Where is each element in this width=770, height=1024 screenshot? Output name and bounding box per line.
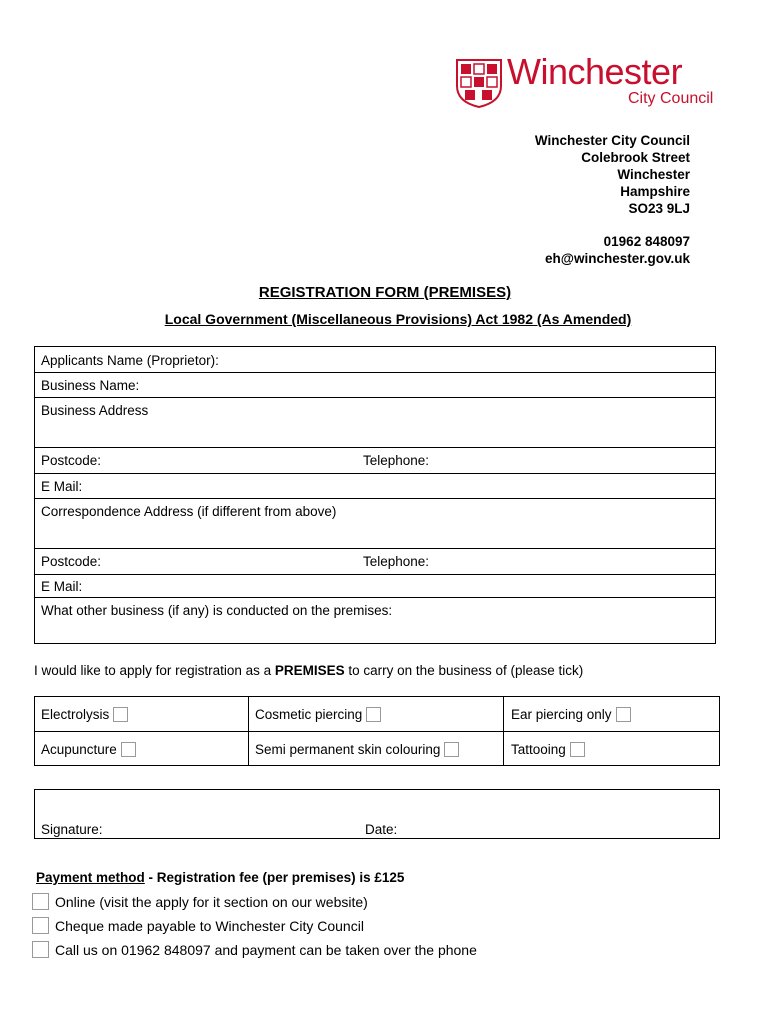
payment-option-label: Online (visit the apply for it section on our website) bbox=[55, 893, 368, 910]
option-label: Acupuncture bbox=[41, 741, 117, 757]
payment-option-cheque[interactable] bbox=[32, 917, 364, 934]
email-row[interactable] bbox=[35, 473, 715, 499]
intro-text-bold: PREMISES bbox=[274, 663, 345, 678]
registration-intro-text bbox=[34, 663, 583, 678]
business-type-table bbox=[34, 696, 720, 766]
postcode-label: Postcode: bbox=[41, 554, 102, 569]
council-contact bbox=[545, 233, 690, 267]
option-electrolysis[interactable] bbox=[41, 697, 128, 731]
form-title: REGISTRATION FORM (PREMISES) bbox=[258, 284, 512, 301]
correspondence-address-row[interactable] bbox=[35, 498, 715, 549]
option-label: Electrolysis bbox=[41, 706, 110, 722]
checkbox[interactable] bbox=[113, 707, 128, 722]
other-business-label: What other business (if any) is conducted on the premises: bbox=[41, 603, 393, 618]
checkbox[interactable] bbox=[32, 941, 49, 958]
payment-heading bbox=[36, 870, 404, 885]
option-tattooing[interactable] bbox=[511, 732, 585, 766]
option-label: Cosmetic piercing bbox=[255, 706, 363, 722]
business-address-row[interactable] bbox=[35, 397, 715, 448]
business-name-label: Business Name: bbox=[41, 378, 140, 393]
logo-subtitle: City Council bbox=[628, 90, 714, 107]
intro-text-end: to carry on the business of (please tick) bbox=[344, 663, 584, 678]
option-ear-piercing[interactable] bbox=[511, 697, 631, 731]
form-subtitle: Local Government (Miscellaneous Provisions) Act 1982 (As Amended) bbox=[164, 311, 632, 327]
payment-option-label: Cheque made payable to Winchester City Council bbox=[55, 917, 364, 934]
payment-heading-rest: - Registration fee (per premises) is £125 bbox=[144, 870, 405, 885]
payment-option-label: Call us on 01962 848097 and payment can be taken over the phone bbox=[55, 941, 477, 958]
address-line: SO23 9LJ bbox=[628, 201, 690, 216]
option-label: Ear piercing only bbox=[511, 706, 612, 722]
option-acupuncture[interactable] bbox=[41, 732, 136, 766]
checkbox[interactable] bbox=[32, 893, 49, 910]
council-crest-logo bbox=[455, 58, 503, 108]
checkbox[interactable] bbox=[444, 742, 459, 757]
telephone-label: Telephone: bbox=[363, 453, 430, 468]
correspondence-address-label: Correspondence Address (if different from above) bbox=[41, 504, 337, 519]
contact-email[interactable]: eh@winchester.gov.uk bbox=[545, 251, 690, 266]
applicant-details-table bbox=[34, 346, 716, 644]
option-cosmetic-piercing[interactable] bbox=[255, 697, 381, 731]
address-line: Colebrook Street bbox=[581, 150, 690, 165]
intro-text-start: I would like to apply for registration as a bbox=[34, 663, 275, 678]
address-line: Hampshire bbox=[620, 184, 690, 199]
checkbox[interactable] bbox=[32, 917, 49, 934]
checkbox[interactable] bbox=[121, 742, 136, 757]
postcode-label: Postcode: bbox=[41, 453, 102, 468]
option-label: Semi permanent skin colouring bbox=[255, 741, 441, 757]
email-label: E Mail: bbox=[41, 479, 83, 494]
option-semi-permanent-skin-colouring[interactable] bbox=[255, 732, 459, 766]
email-label: E Mail: bbox=[41, 579, 83, 594]
correspondence-email-row[interactable] bbox=[35, 574, 715, 598]
address-line: Winchester bbox=[617, 167, 690, 182]
business-address-label: Business Address bbox=[41, 403, 149, 418]
applicant-name-row[interactable] bbox=[35, 347, 715, 373]
council-address bbox=[535, 132, 690, 217]
postcode-telephone-row[interactable] bbox=[35, 447, 715, 474]
checkbox[interactable] bbox=[616, 707, 631, 722]
signature-label: Signature: bbox=[41, 822, 103, 837]
checkbox[interactable] bbox=[570, 742, 585, 757]
option-label: Tattooing bbox=[511, 741, 566, 757]
logo-wordmark: Winchester bbox=[507, 51, 683, 92]
address-line: Winchester City Council bbox=[534, 133, 690, 148]
contact-phone: 01962 848097 bbox=[603, 234, 690, 249]
signature-box[interactable] bbox=[34, 789, 720, 839]
applicant-name-label: Applicants Name (Proprietor): bbox=[41, 353, 219, 368]
telephone-label: Telephone: bbox=[363, 554, 430, 569]
correspondence-postcode-telephone-row[interactable] bbox=[35, 548, 715, 575]
business-name-row[interactable] bbox=[35, 372, 715, 398]
date-label: Date: bbox=[365, 822, 398, 837]
payment-heading-underlined: Payment method bbox=[36, 870, 145, 885]
other-business-row[interactable] bbox=[35, 597, 715, 645]
payment-option-online[interactable] bbox=[32, 893, 368, 910]
checkbox[interactable] bbox=[366, 707, 381, 722]
payment-option-phone[interactable] bbox=[32, 941, 477, 958]
